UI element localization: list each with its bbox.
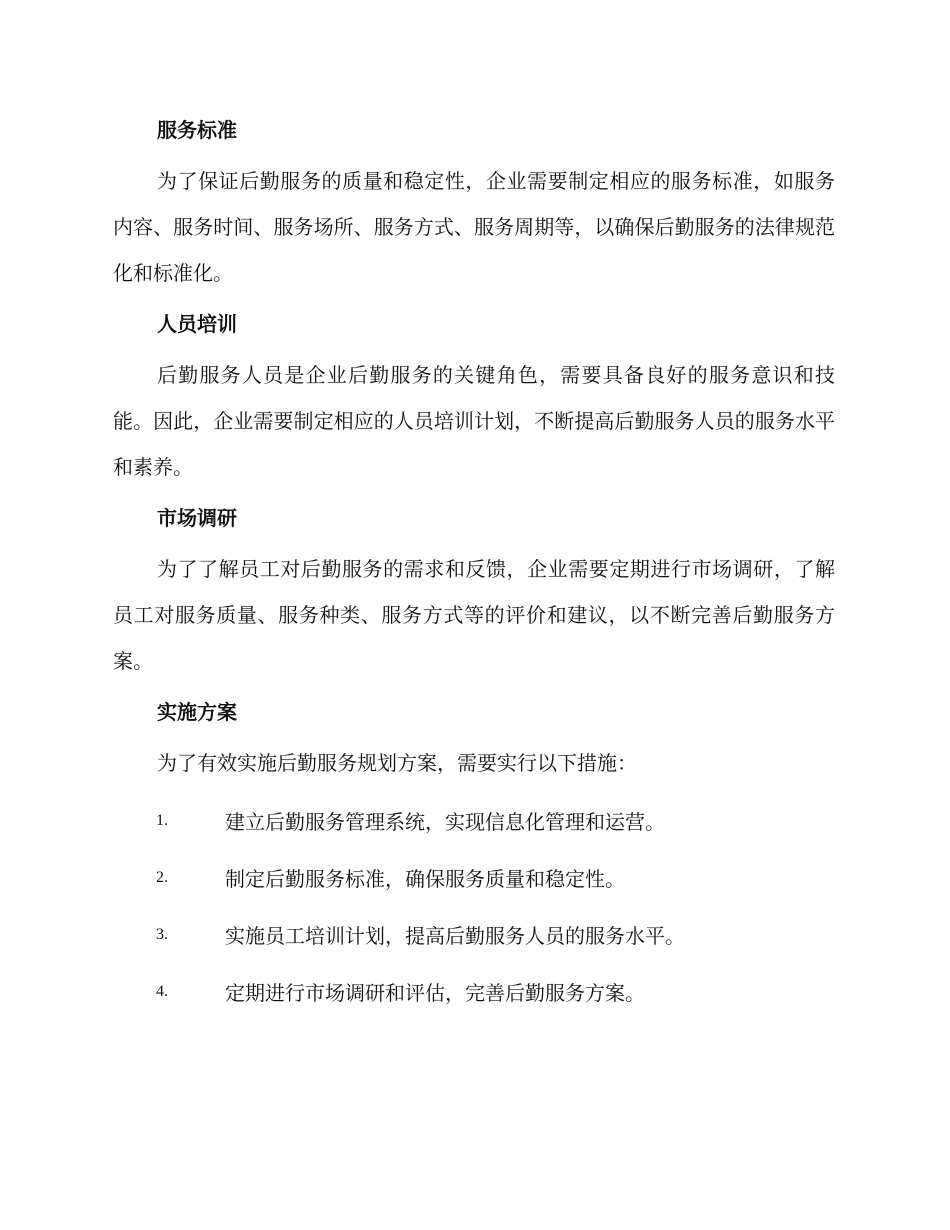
section-paragraph: 为了有效实施后勤服务规划方案，需要实行以下措施： — [157, 751, 637, 775]
list-item — [113, 963, 835, 1020]
list-item-number: 4. — [156, 982, 168, 1000]
section-heading: 服务标准 — [157, 118, 237, 142]
list-item-text: 制定后勤服务标准，确保服务质量和稳定性。 — [225, 867, 625, 891]
measures-list — [113, 792, 835, 1020]
section-staff-training — [113, 302, 835, 490]
list-item-text: 实施员工培训计划，提高后勤服务人员的服务水平。 — [225, 924, 685, 948]
section-implementation-plan — [113, 690, 835, 1020]
list-item-number: 2. — [156, 868, 168, 886]
list-item — [113, 792, 835, 849]
section-heading: 人员培训 — [157, 312, 237, 336]
section-market-research — [113, 496, 835, 684]
section-paragraph: 后勤服务人员是企业后勤服务的关键角色，需要具备良好的服务意识和技能。因此，企业需要制定相应的人员培训计划，不断提高后勤服务人员的服务水平和素养。 — [113, 363, 835, 479]
list-item — [113, 849, 835, 906]
list-item-number: 1. — [156, 811, 168, 829]
document-page — [113, 108, 835, 1020]
list-item-text: 定期进行市场调研和评估，完善后勤服务方案。 — [225, 981, 645, 1005]
section-heading: 市场调研 — [157, 506, 237, 530]
list-item-number: 3. — [156, 925, 168, 943]
section-heading: 实施方案 — [157, 700, 237, 724]
section-service-standards — [113, 108, 835, 296]
list-item — [113, 906, 835, 963]
section-paragraph: 为了了解员工对后勤服务的需求和反馈，企业需要定期进行市场调研，了解员工对服务质量、服务种类、服务方式等的评价和建议，以不断完善后勤服务方案。 — [113, 557, 835, 673]
section-paragraph: 为了保证后勤服务的质量和稳定性，企业需要制定相应的服务标准，如服务内容、服务时间、服务场所、服务方式、服务周期等，以确保后勤服务的法律规范化和标准化。 — [113, 169, 835, 285]
list-item-text: 建立后勤服务管理系统，实现信息化管理和运营。 — [225, 810, 665, 834]
